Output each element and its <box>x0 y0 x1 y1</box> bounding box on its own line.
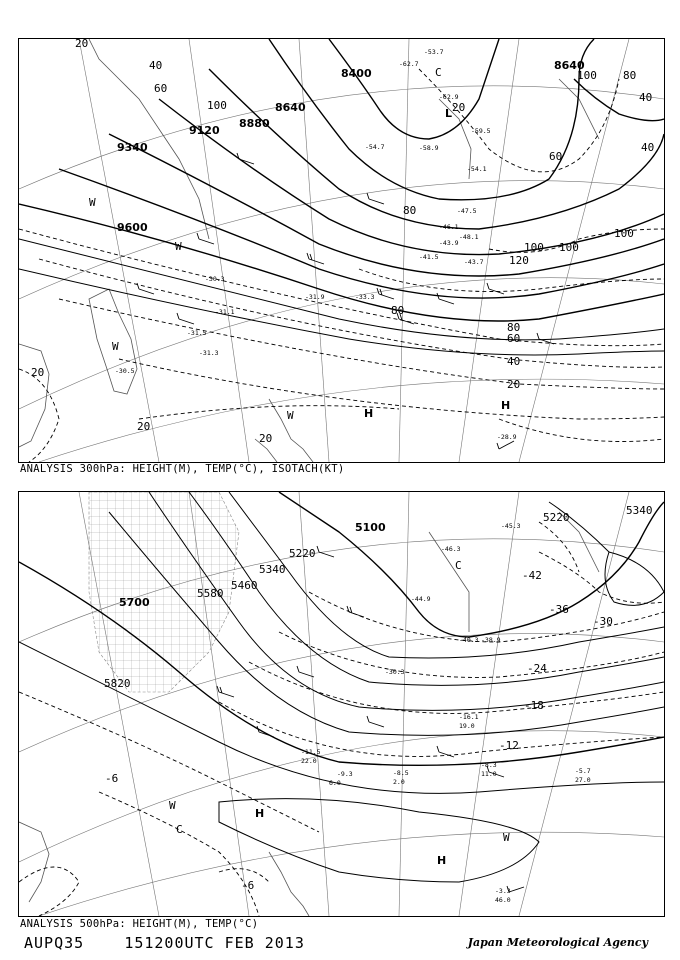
temp-label: -58.9 <box>419 144 439 152</box>
isotach-label: 80 <box>391 304 405 317</box>
temp-label: -33.3 <box>355 293 375 301</box>
isotach-label: 40 <box>639 91 653 104</box>
chart-code: AUPQ35 <box>24 934 85 952</box>
height-label: 5340 <box>259 563 286 576</box>
height-label: 9340 <box>117 141 148 154</box>
height-labels <box>117 59 585 234</box>
temp-label: -62.7 <box>399 60 419 68</box>
warm-marker: W <box>287 409 294 422</box>
high-marker: H <box>364 407 374 420</box>
map-500hpa-canvas <box>19 492 664 916</box>
isotach-label: 40 <box>641 141 655 154</box>
isotach-label: 60 <box>549 150 563 163</box>
station-label: -45.3 <box>501 522 521 530</box>
isotherm-label: -18 <box>524 699 544 712</box>
height-label: 8400 <box>341 67 372 80</box>
height-label: 9120 <box>189 124 220 137</box>
cold-marker: C <box>435 66 442 79</box>
temp-label: -31.3 <box>199 349 219 357</box>
map-300hpa-canvas <box>19 39 664 462</box>
isotach-labels <box>31 39 654 445</box>
temp-label: -59.5 <box>471 127 491 135</box>
station-label: 11.0 <box>481 770 497 778</box>
high-marker: H <box>255 807 265 820</box>
station-label: -3.3 <box>495 887 511 895</box>
height-label: 9600 <box>117 221 148 234</box>
station-label: -30.3 <box>385 668 405 676</box>
height-label: 5100 <box>355 521 386 534</box>
temp-label: -54.7 <box>365 143 385 151</box>
agency-credit: Japan Meteorological Agency <box>467 936 648 949</box>
height-label: 5820 <box>104 677 131 690</box>
coastlines <box>19 39 599 462</box>
isotach-label: 20 <box>259 432 273 445</box>
temp-label: -47.5 <box>457 207 477 215</box>
cold-marker: C <box>176 823 183 836</box>
isotherm-label: -24 <box>527 662 547 675</box>
isotach-label: 60 <box>154 82 168 95</box>
temp-label: -43.9 <box>439 239 459 247</box>
temp-label: -54.1 <box>467 165 487 173</box>
station-label: -5.7 <box>575 767 591 775</box>
map-300hpa <box>18 38 665 463</box>
cold-marker: C <box>455 559 462 572</box>
isotach-label: 80 <box>403 204 417 217</box>
station-label: -46.3 <box>441 545 461 553</box>
isotach-label: 100 <box>207 99 227 112</box>
height-label: 5220 <box>543 511 570 524</box>
temp-label: -62.9 <box>439 93 459 101</box>
low-marker: L <box>445 107 453 120</box>
valid-time: 151200UTC FEB 2013 <box>124 934 305 952</box>
height-label: 8640 <box>275 101 306 114</box>
isotach-label: 80 <box>507 321 521 334</box>
temp-label: -30.3 <box>205 275 225 283</box>
isotherm-label: -36 <box>549 603 569 616</box>
isotach-label: 40 <box>507 355 521 368</box>
isotach-label: 100 <box>524 241 544 254</box>
station-label: -9.3 <box>337 770 353 778</box>
station-label: -40.3 <box>459 636 479 644</box>
isotherm-label: -6 <box>105 772 119 785</box>
height-label: 5220 <box>289 547 316 560</box>
isotherm-label: -30 <box>593 615 613 628</box>
station-label: 27.0 <box>575 776 591 784</box>
temp-label: -43.7 <box>464 258 484 266</box>
isotach-label: 100 <box>559 241 579 254</box>
isotach-label: 40 <box>149 59 163 72</box>
isotach-label: 20 <box>507 378 521 391</box>
caption-300hpa: ANALYSIS 300hPa: HEIGHT(M), TEMP(°C), ISOTACH(KT) <box>20 463 345 475</box>
height-label: 8880 <box>239 117 270 130</box>
isotach-label: 20 <box>31 366 45 379</box>
temp-label: -31.9 <box>305 293 325 301</box>
isotach-label: 100 <box>577 69 597 82</box>
height-label: 8640 <box>554 59 585 72</box>
high-marker: H <box>437 854 447 867</box>
temp-label: -30.5 <box>115 367 135 375</box>
station-label: 22.0 <box>301 757 317 765</box>
station-label: -8.5 <box>393 769 409 777</box>
height-label: 5460 <box>231 579 258 592</box>
warm-marker: W <box>169 799 176 812</box>
temp-label: -48.1 <box>459 233 479 241</box>
isotach-label: 20 <box>137 420 151 433</box>
station-label: -11.5 <box>301 748 321 756</box>
station-label: -16.1 <box>459 713 479 721</box>
station-label: 19.0 <box>459 722 475 730</box>
height-label: 5580 <box>197 587 224 600</box>
warm-marker: W <box>112 340 119 353</box>
temp-label: -31.1 <box>215 308 235 316</box>
map-500hpa <box>18 491 665 917</box>
station-label: 46.0 <box>495 896 511 904</box>
caption-500hpa: ANALYSIS 500hPa: HEIGHT(M), TEMP(°C) <box>20 918 259 930</box>
station-label: 6.0 <box>329 779 341 787</box>
isotach-label: 120 <box>509 254 529 267</box>
station-label: -38.9 <box>481 636 501 644</box>
isotach-label: 80 <box>623 69 637 82</box>
isotach-label: 20 <box>75 39 89 50</box>
isotherm-label: -12 <box>499 739 519 752</box>
warm-marker: W <box>89 196 96 209</box>
isotherm-label: -42 <box>522 569 542 582</box>
temp-label: -46.1 <box>439 223 459 231</box>
isotach-label: 60 <box>507 332 521 345</box>
temp-label: -41.5 <box>419 253 439 261</box>
temp-label: -28.9 <box>497 433 517 441</box>
warm-marker: W <box>503 831 510 844</box>
height-label: 5700 <box>119 596 150 609</box>
temp-label: -31.5 <box>187 329 207 337</box>
station-label: -44.9 <box>411 595 431 603</box>
isotach-label: 20 <box>452 101 466 114</box>
chart-code-and-time <box>24 934 305 952</box>
high-marker: H <box>501 399 511 412</box>
isotherm-label: -6 <box>241 879 255 892</box>
station-label: -8.3 <box>481 761 497 769</box>
temp-label: -53.7 <box>424 48 444 56</box>
isotach-label: 100 <box>614 227 634 240</box>
warm-marker: W <box>175 240 182 253</box>
height-label: 5340 <box>626 504 653 517</box>
station-label: 2.0 <box>393 778 405 786</box>
